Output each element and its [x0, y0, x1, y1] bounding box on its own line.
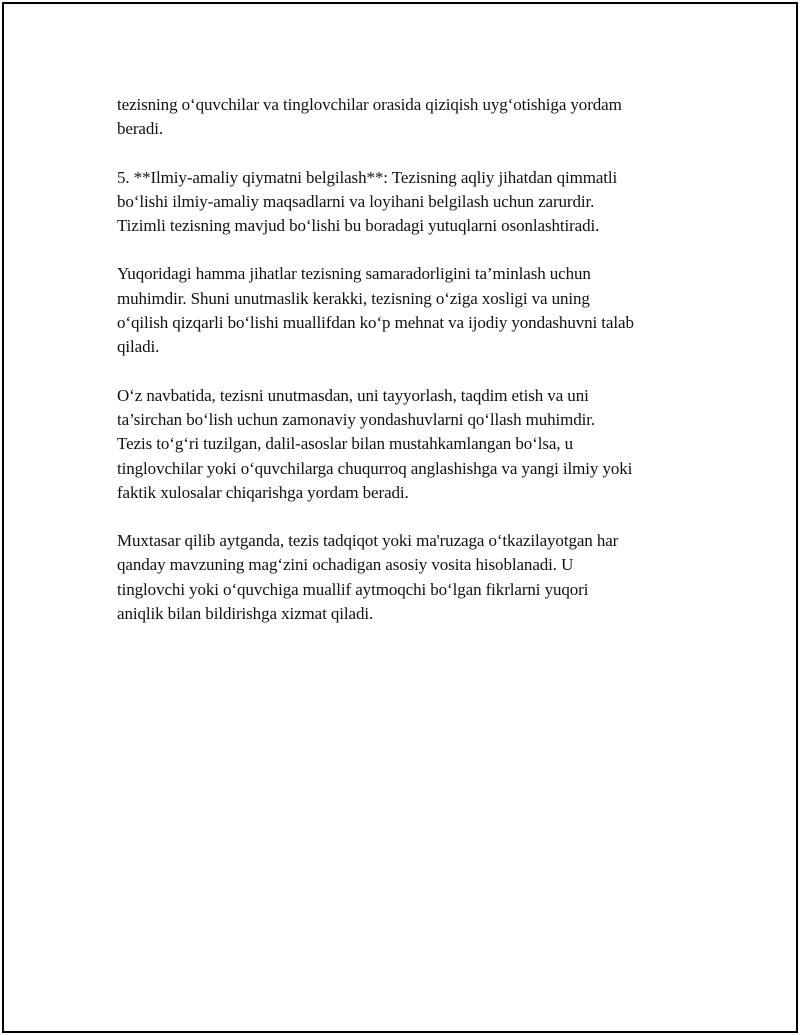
text-line: qiladi.	[117, 337, 160, 357]
text-line: o‘qilish qizqarli bo‘lishi muallifdan ko‘p mehnat va ijodiy yondashuvni talab	[117, 313, 634, 333]
paragraph-2	[117, 166, 707, 239]
paragraph-4	[117, 384, 707, 505]
text-line: Yuqoridagi hamma jihatlar tezisning samaradorligini ta’minlash uchun	[117, 264, 591, 284]
text-line: ta’sirchan bo‘lish uchun zamonaviy yondashuvlarni qo‘llash muhimdir.	[117, 409, 596, 429]
text-line: tezisning o‘quvchilar va tinglovchilar orasida qiziqish uyg‘otishiga yordam	[117, 95, 622, 114]
text-line: Muxtasar qilib aytganda, tezis tadqiqot yoki ma'ruzaga o‘tkazilayotgan har	[117, 531, 619, 551]
text-line: beradi.	[117, 119, 164, 139]
text-line: Tizimli tezisning mavjud bo‘lishi bu boradagi yutuqlarni osonlashtiradi.	[117, 216, 600, 236]
text-line: Tezis to‘g‘ri tuzilgan, dalil-asoslar bilan mustahkamlangan bo‘lsa, u	[117, 434, 573, 454]
text-line: faktik xulosalar chiqarishga yordam beradi.	[117, 482, 409, 502]
paragraph-1	[117, 93, 707, 142]
text-line: O‘z navbatida, tezisni unutmasdan, uni tayyorlash, taqdim etish va uni	[117, 385, 589, 405]
text-line: muhimdir. Shuni unutmaslik kerakki, tezisning o‘ziga xosligi va uning	[117, 288, 590, 308]
paragraph-3	[117, 262, 707, 359]
text-line: tinglovchi yoki o‘quvchiga muallif aytmoqchi bo‘lgan fikrlarni yuqori	[117, 579, 589, 599]
document-body	[117, 93, 707, 650]
text-line: qanday mavzuning mag‘zini ochadigan asosiy vosita hisoblanadi. U	[117, 555, 574, 575]
paragraph-5	[117, 529, 707, 626]
text-line: aniqlik bilan bildirishga xizmat qiladi.	[117, 604, 374, 624]
text-line: bo‘lishi ilmiy-amaliy maqsadlarni va loyihani belgilash uchun zarurdir.	[117, 191, 595, 211]
text-line: 5. **Ilmiy-amaliy qiymatni belgilash**: Tezisning aqliy jihatdan qimmatli	[117, 167, 618, 187]
text-line: tinglovchilar yoki o‘quvchilarga chuqurroq anglashishga va yangi ilmiy yoki	[117, 458, 633, 478]
